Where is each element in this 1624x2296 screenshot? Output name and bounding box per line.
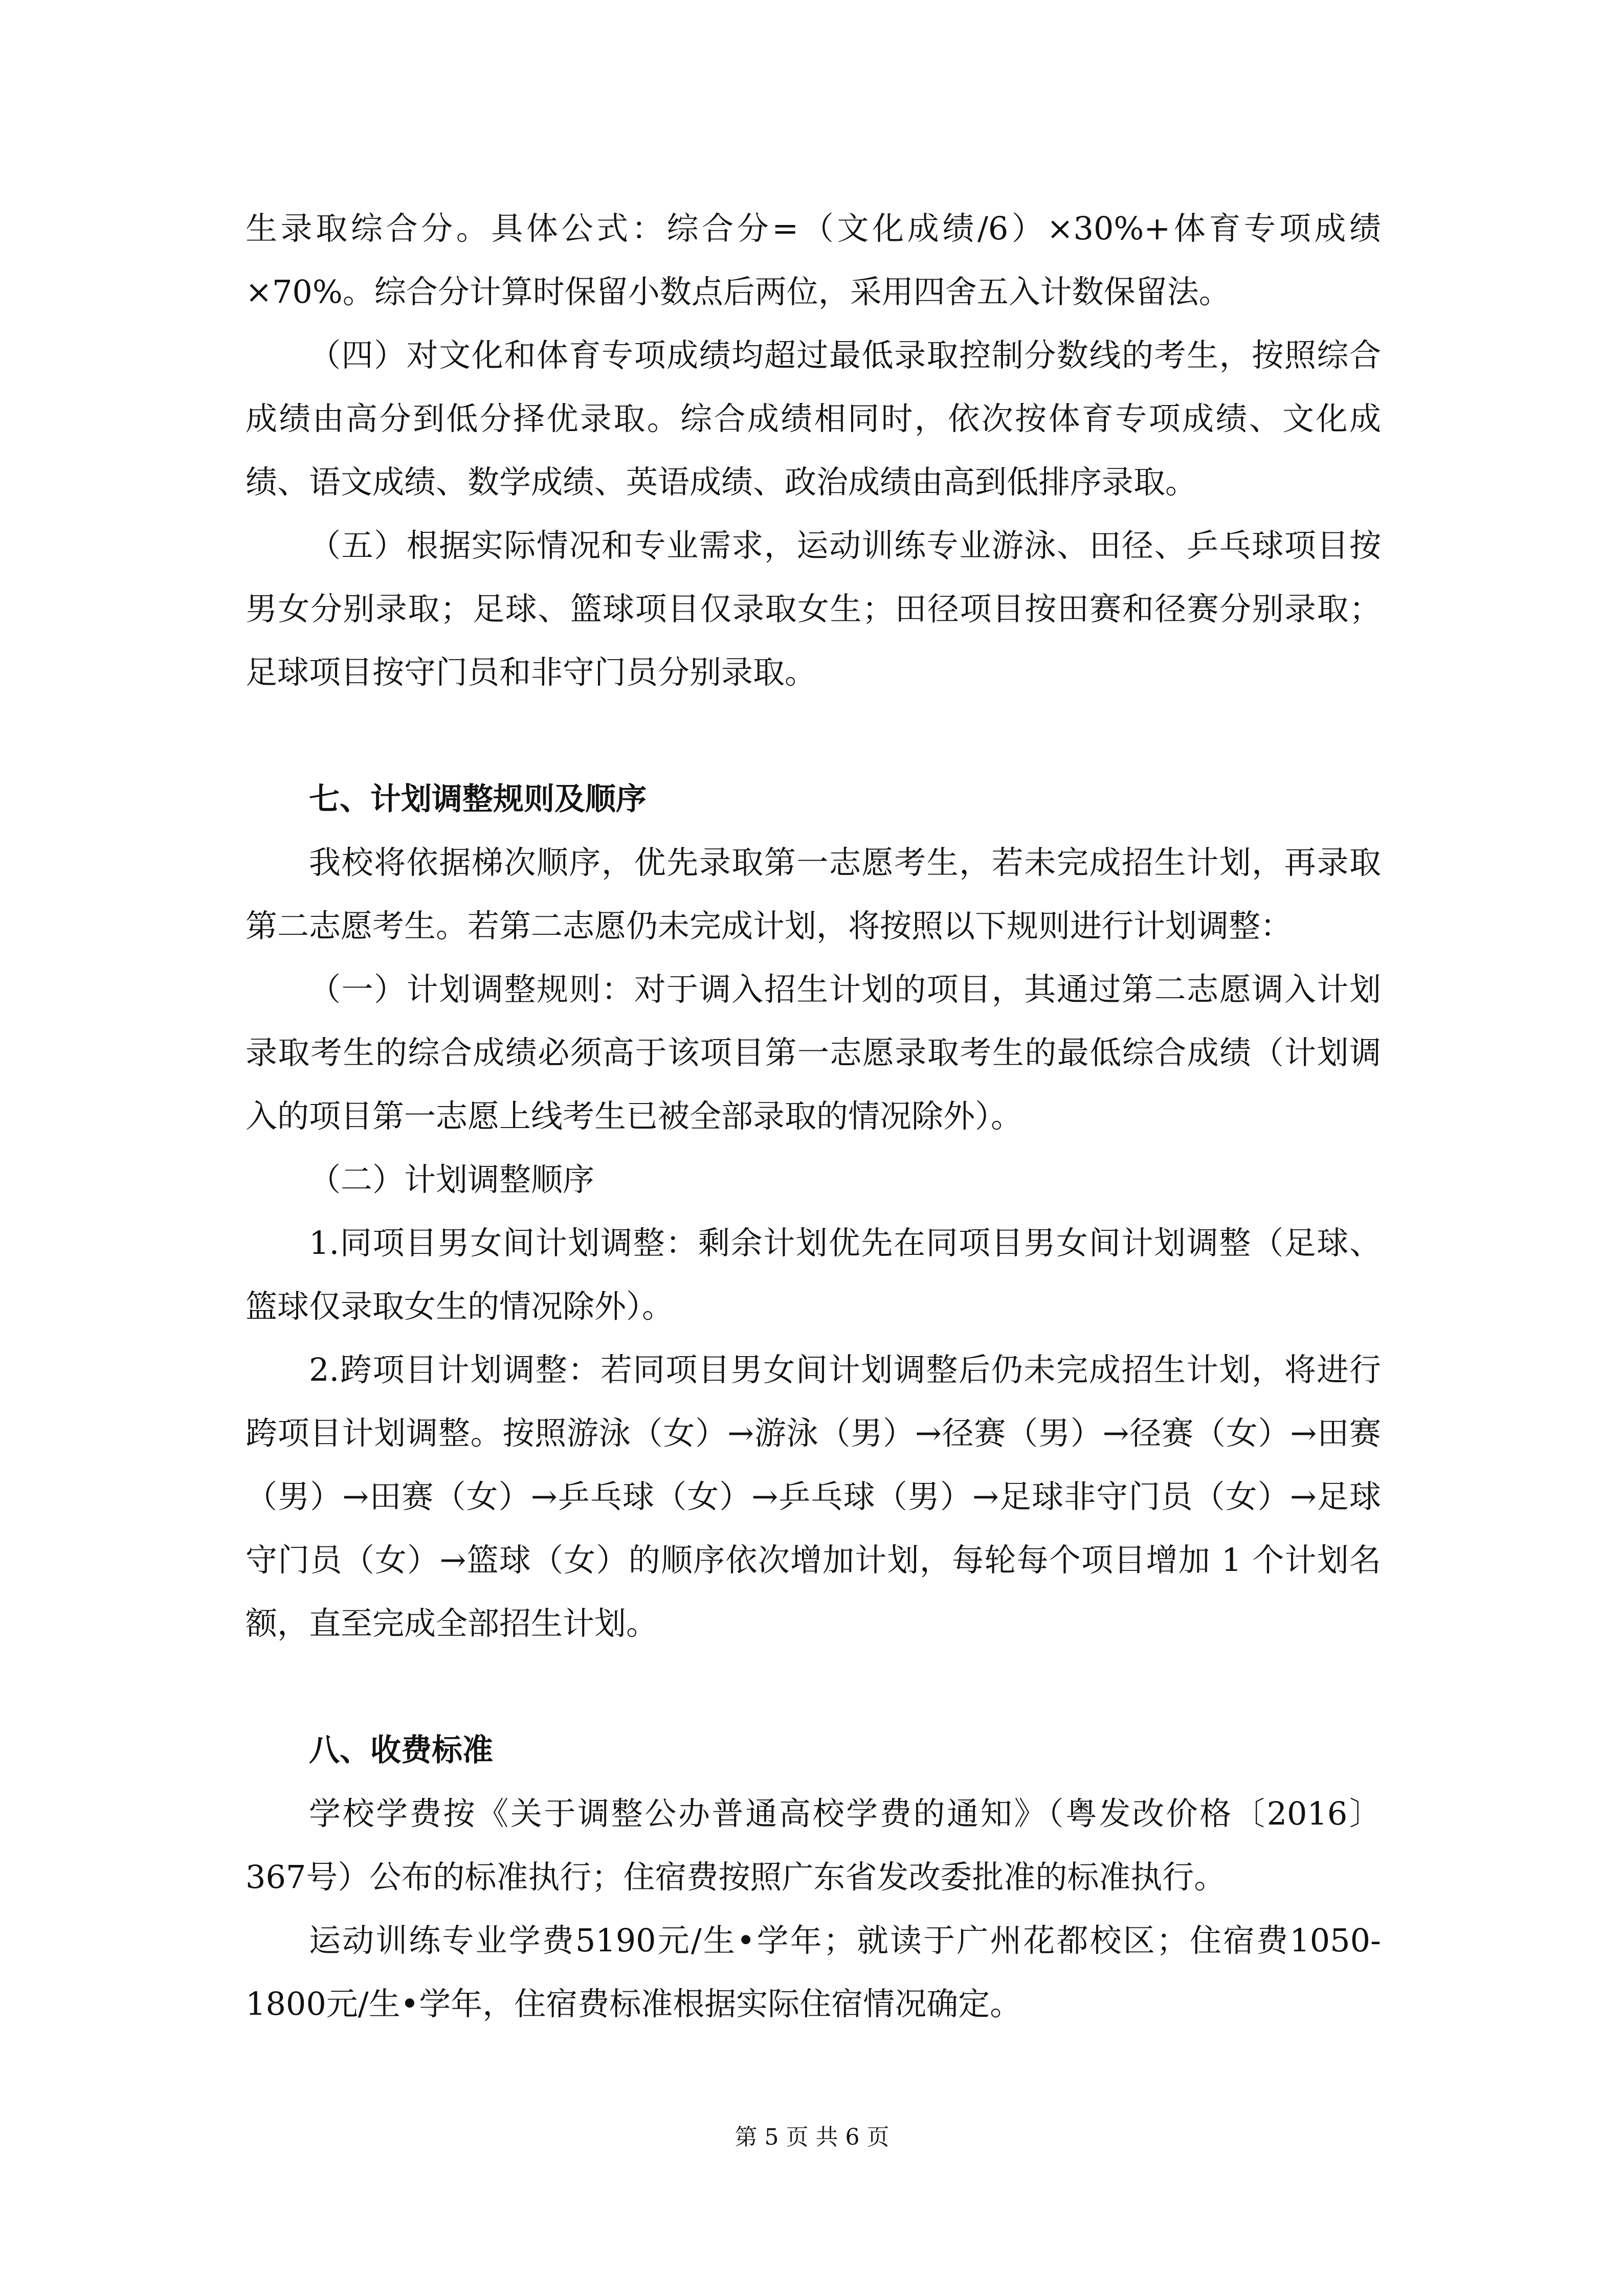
section-8-heading: 八、收费标准 [309,1732,493,1768]
paragraph-rule-4: （四）对文化和体育专项成绩均超过最低录取控制分数线的考生，按照综合成绩由高分到低分择优录取。综合成绩相同时，依次按体育专项成绩、文化成绩、语文成绩、数学成绩、英语成绩、政治成绩由高到低排序录取。 [246,336,1381,501]
section-7-rule-1: （一）计划调整规则：对于调入招生计划的项目，其通过第二志愿调入计划录取考生的综合成绩必须高于该项目第一志愿录取考生的最低综合成绩（计划调入的项目第一志愿上线考生已被全部录取的情况除外）。 [246,971,1381,1135]
section-8-tuition-policy: 学校学费按《关于调整公办普通高校学费的通知》（粤发改价格〔2016〕367号）公布的标准执行；住宿费按照广东省发改委批准的标准执行。 [246,1795,1381,1896]
section-spacer [246,704,1381,768]
document-body [246,197,1381,2036]
paragraph-formula: 生录取综合分。具体公式：综合分=（文化成绩/6）×30%+体育专项成绩×70%。综合分计算时保留小数点后两位，采用四舍五入计数保留法。 [246,210,1381,310]
section-7-item-2: 2.跨项目计划调整：若同项目男女间计划调整后仍未完成招生计划，将进行跨项目计划调整。按照游泳（女）→游泳（男）→径赛（男）→径赛（女）→田赛（男）→田赛（女）→乒乓球（女）→乒乓球（男）→足球非守门员（女）→足球守门员（女）→篮球（女）的顺序依次增加计划，每轮每个项目增加 1 个计划名额，直至完成全部招生计划。 [246,1351,1381,1642]
section-7-rule-2-title: （二）计划调整顺序 [309,1161,595,1198]
section-spacer [246,1655,1381,1719]
section-7-heading: 七、计划调整规则及顺序 [309,781,647,817]
page-footer: 第 5 页 共 6 页 [735,2124,889,2150]
section-7-item-1: 1.同项目男女间计划调整：剩余计划优先在同项目男女间计划调整（足球、篮球仅录取女生的情况除外）。 [246,1224,1381,1325]
section-8-fees: 运动训练专业学费5190元/生•学年；就读于广州花都校区；住宿费1050-1800元/生•学年，住宿费标准根据实际住宿情况确定。 [246,1922,1381,2022]
paragraph-rule-5: （五）根据实际情况和专业需求，运动训练专业游泳、田径、乒乓球项目按男女分别录取；足球、篮球项目仅录取女生；田径项目按田赛和径赛分别录取；足球项目按守门员和非守门员分别录取。 [246,527,1381,691]
section-7-intro: 我校将依据梯次顺序，优先录取第一志愿考生，若未完成招生计划，再录取第二志愿考生。若第二志愿仍未完成计划，将按照以下规则进行计划调整： [246,844,1381,944]
